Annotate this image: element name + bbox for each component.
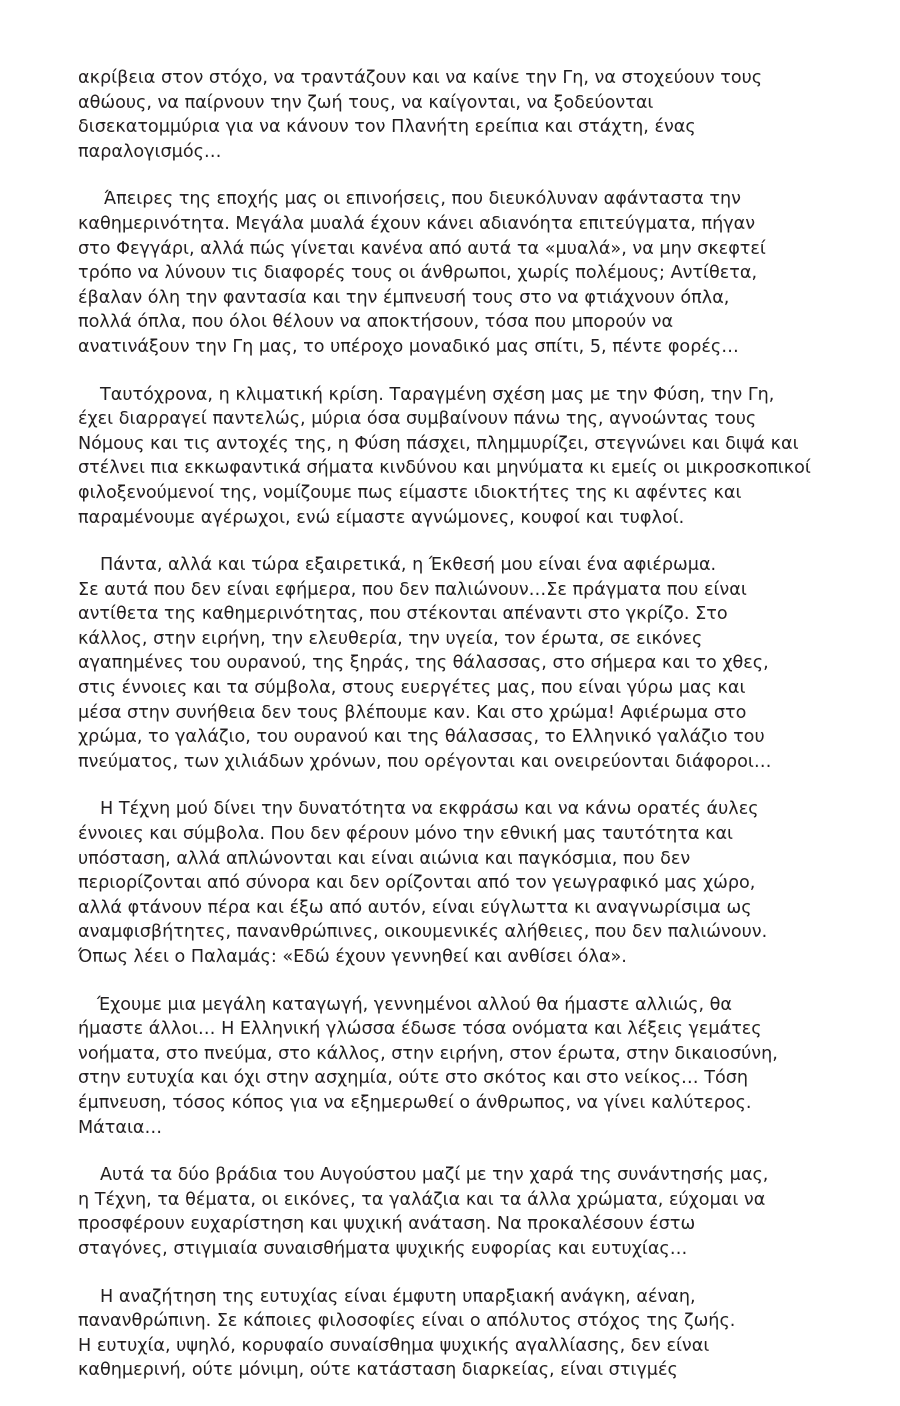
- text-line: Άπειρες της εποχής μας οι επινοήσεις, που διευκόλυναν αφάνταστα την: [104, 189, 741, 210]
- text-line: Σε αυτά που δεν είναι εφήμερα, που δεν παλιώνουν…Σε πράγματα που είναι: [78, 579, 747, 600]
- paragraph-3: [78, 383, 828, 531]
- text-line: δισεκατομμύρια για να κάνουν τον Πλανήτη ερείπια και στάχτη, ένας: [78, 117, 696, 138]
- text-line: η Τέχνη, τα θέματα, οι εικόνες, τα γαλάζια και τα άλλα χρώματα, εύχομαι να: [78, 1189, 766, 1210]
- text-line: κάλλος, στην ειρήνη, την ελευθερία, την υγεία, τον έρωτα, σε εικόνες: [78, 628, 703, 649]
- text-line: παραλογισμός…: [78, 141, 222, 162]
- document-page: [78, 66, 828, 1406]
- text-line: προσφέρουν ευχαρίστηση και ψυχική ανάταση. Να προκαλέσουν έστω: [78, 1214, 696, 1235]
- paragraph-2: [78, 187, 828, 359]
- text-line: παραμένουμε αγέρωχοι, ενώ είμαστε αγνώμονες, κουφοί και τυφλοί.: [78, 507, 685, 528]
- text-line: πνεύματος, των χιλιάδων χρόνων, που ορέγονται και ονειρεύονται διάφοροι…: [78, 751, 772, 772]
- text-line: Μάταια…: [78, 1117, 163, 1138]
- paragraph-6: [78, 993, 828, 1141]
- text-line: υπόσταση, αλλά απλώνονται και είναι αιώνια και παγκόσμια, που δεν: [78, 848, 691, 869]
- text-line: αθώους, να παίρνουν την ζωή τους, να καίγονται, να ξοδεύονται: [78, 92, 654, 113]
- text-line: στις έννοιες και τα σύμβολα, στους ευεργέτες μας, που είναι γύρω μας και: [78, 678, 746, 699]
- text-line: Η αναζήτηση της ευτυχίας είναι έμφυτη υπαρξιακή ανάγκη, αέναη,: [100, 1286, 696, 1307]
- text-line: ανατινάξουν την Γη μας, το υπέροχο μοναδικό μας σπίτι, 5, πέντε φορές…: [78, 336, 739, 357]
- text-line: αλλά φτάνουν πέρα και έξω από αυτόν, είναι εύγλωττα κι αναγνωρίσιμα ως: [78, 897, 752, 918]
- text-line: στην ευτυχία και όχι στην ασχημία, ούτε στο σκότος και στο νείκος… Τόση: [78, 1068, 749, 1089]
- text-line: καθημερινότητα. Μεγάλα μυαλά έχουν κάνει αδιανόητα επιτεύγματα, πήγαν: [78, 213, 756, 234]
- text-line: Ταυτόχρονα, η κλιματική κρίση. Ταραγμένη σχέση μας με την Φύση, την Γη,: [100, 384, 775, 405]
- text-line: Έχουμε μια μεγάλη καταγωγή, γεννημένοι αλλού θα ήμαστε αλλιώς, θα: [97, 994, 733, 1015]
- text-line: στέλνει πια εκκωφαντικά σήματα κινδύνου και μηνύματα κι εμείς οι μικροσκοπικοί: [78, 458, 811, 479]
- text-line: χρώμα, το γαλάζιο, του ουρανού και της θάλασσας, το Ελληνικό γαλάζιο του: [78, 727, 765, 748]
- text-line: νοήματα, στο πνεύμα, στο κάλλος, στην ειρήνη, στον έρωτα, στην δικαιοσύνη,: [78, 1043, 778, 1064]
- text-line: αντίθετα της καθημερινότητας, που στέκονται απέναντι στο γκρίζο. Στο: [78, 604, 728, 625]
- text-line: πολλά όπλα, που όλοι θέλουν να αποκτήσουν, τόσα που μπορούν να: [78, 312, 674, 333]
- text-line: τρόπο να λύνουν τις διαφορές τους οι άνθρωποι, χωρίς πολέμους; Αντίθετα,: [78, 263, 758, 284]
- text-line: στο Φεγγάρι, αλλά πώς γίνεται κανένα από αυτά τα «μυαλά», να μην σκεφτεί: [78, 238, 766, 259]
- text-line: Νόμους και τις αντοχές της, η Φύση πάσχει, πλημμυρίζει, στεγνώνει και διψά και: [78, 433, 799, 454]
- text-line: Πάντα, αλλά και τώρα εξαιρετικά, η Έκθεσή μου είναι ένα αφιέρωμα.: [100, 555, 717, 576]
- text-line: μέσα στην συνήθεια δεν τους βλέπουμε καν. Και στο χρώμα! Αφιέρωμα στο: [78, 702, 747, 723]
- text-line: πανανθρώπινη. Σε κάποιες φιλοσοφίες είναι ο απόλυτος στόχος της ζωής.: [78, 1311, 736, 1332]
- text-line: έχει διαρραγεί παντελώς, μύρια όσα συμβαίνουν πάνω της, αγνοώντας τους: [78, 409, 757, 430]
- text-line: ήμαστε άλλοι… Η Ελληνική γλώσσα έδωσε τόσα ονόματα και λέξεις γεμάτες: [78, 1019, 762, 1040]
- paragraph-8: [78, 1285, 828, 1383]
- text-line: φιλοξενούμενοί της, νομίζουμε πως είμαστε ιδιοκτήτες της κι αφέντες και: [78, 482, 742, 503]
- text-line: Όπως λέει ο Παλαμάς: «Εδώ έχουν γεννηθεί και ανθίσει όλα».: [78, 947, 627, 967]
- text-line: Η ευτυχία, υψηλό, κορυφαίο συναίσθημα ψυχικής αγαλλίασης, δεν είναι: [78, 1335, 710, 1356]
- text-line: αναμφισβήτητες, πανανθρώπινες, οικουμενικές αλήθειες, που δεν παλιώνουν.: [78, 922, 768, 943]
- text-line: έννοιες και σύμβολα. Που δεν φέρουν μόνο την εθνική μας ταυτότητα και: [78, 824, 733, 845]
- text-line: έμπνευση, τόσος κόπος για να εξημερωθεί ο άνθρωπος, να γίνει καλύτερος.: [78, 1092, 752, 1113]
- text-line: έβαλαν όλη την φαντασία και την έμπνευσή τους στο να φτιάχνουν όπλα,: [78, 287, 730, 308]
- paragraph-5: [78, 797, 828, 969]
- text-line: Αυτά τα δύο βράδια του Αυγούστου μαζί με την χαρά της συνάντησής μας,: [100, 1165, 769, 1186]
- text-line: σταγόνες, στιγμιαία συναισθήματα ψυχικής ευφορίας και ευτυχίας…: [78, 1238, 688, 1259]
- text-line: ακρίβεια στον στόχο, να τραντάζουν και να καίνε την Γη, να στοχεύουν τους: [78, 68, 763, 88]
- text-line: αγαπημένες του ουρανού, της ξηράς, της θάλασσας, στο σήμερα και το χθες,: [78, 653, 769, 674]
- paragraph-4: [78, 553, 828, 774]
- paragraph-7: [78, 1163, 828, 1261]
- text-line: καθημερινή, ούτε μόνιμη, ούτε κατάσταση διαρκείας, είναι στιγμές: [78, 1360, 678, 1381]
- paragraph-1: [78, 66, 828, 164]
- text-line: Η Τέχνη μού δίνει την δυνατότητα να εκφράσω και να κάνω ορατές άυλες: [100, 799, 759, 820]
- text-line: περιορίζονται από σύνορα και δεν ορίζονται από τον γεωγραφικό μας χώρο,: [78, 873, 756, 894]
